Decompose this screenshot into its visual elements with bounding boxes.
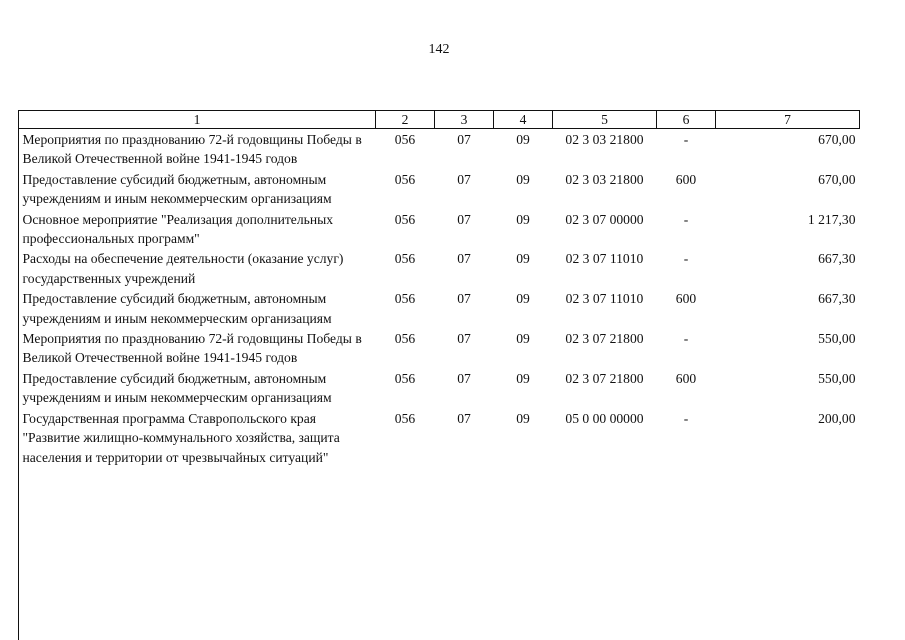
header-col-3: 3 xyxy=(435,111,494,129)
row-subsection: 09 xyxy=(516,251,530,267)
row-section: 07 xyxy=(457,370,471,386)
row-subsection: 09 xyxy=(516,171,530,187)
header-col-1: 1 xyxy=(19,111,376,129)
table-row xyxy=(19,368,860,408)
table-body xyxy=(19,129,860,467)
row-subsection: 09 xyxy=(516,410,530,426)
table-row xyxy=(19,248,860,288)
row-target-article: 02 3 03 21800 xyxy=(565,132,644,147)
row-name: Мероприятия по празднованию 72-й годовщины Победы в Великой Отечественной войне 1941-1945 годов xyxy=(22,331,362,366)
row-expense-type: - xyxy=(683,331,689,347)
table-row xyxy=(19,169,860,209)
row-amount: 670,00 xyxy=(818,171,856,187)
row-ministry-code: 056 xyxy=(394,171,416,187)
row-subsection: 09 xyxy=(516,370,530,386)
row-ministry-code: 056 xyxy=(394,211,416,227)
page-number: 142 xyxy=(428,42,450,57)
row-ministry-code: 056 xyxy=(394,132,416,147)
row-target-article: 02 3 07 11010 xyxy=(565,251,644,267)
row-amount: 667,30 xyxy=(818,251,856,267)
row-expense-type: 600 xyxy=(675,171,697,187)
row-expense-type: - xyxy=(683,132,689,147)
row-subsection: 09 xyxy=(516,211,530,227)
row-target-article: 02 3 07 00000 xyxy=(565,211,644,227)
row-section: 07 xyxy=(457,171,471,187)
row-section: 07 xyxy=(457,211,471,227)
table-row xyxy=(19,129,860,169)
row-expense-type: - xyxy=(683,211,689,227)
row-expense-type: - xyxy=(683,410,689,426)
row-section: 07 xyxy=(457,410,471,426)
row-target-article: 05 0 00 00000 xyxy=(565,410,644,426)
row-section: 07 xyxy=(457,331,471,347)
header-col-7: 7 xyxy=(716,111,860,129)
row-amount: 667,30 xyxy=(818,291,856,307)
row-amount: 550,00 xyxy=(818,331,856,347)
row-target-article: 02 3 07 21800 xyxy=(565,331,644,347)
row-amount: 200,00 xyxy=(818,410,856,426)
table-row xyxy=(19,209,860,249)
row-amount: 1 217,30 xyxy=(807,211,856,227)
row-ministry-code: 056 xyxy=(394,251,416,267)
row-subsection: 09 xyxy=(516,132,530,147)
row-ministry-code: 056 xyxy=(394,331,416,347)
row-subsection: 09 xyxy=(516,331,530,347)
header-row xyxy=(19,111,860,129)
row-target-article: 02 3 07 11010 xyxy=(565,291,644,307)
row-amount: 550,00 xyxy=(818,370,856,386)
row-name: Предоставление субсидий бюджетным, автономным учреждениям и иным некоммерческим организациям xyxy=(22,291,332,326)
row-expense-type: 600 xyxy=(675,291,697,307)
table-row xyxy=(19,408,860,467)
row-expense-type: 600 xyxy=(675,370,697,386)
row-target-article: 02 3 07 21800 xyxy=(565,370,644,386)
row-section: 07 xyxy=(457,291,471,307)
row-ministry-code: 056 xyxy=(394,291,416,307)
row-ministry-code: 056 xyxy=(394,370,416,386)
row-name: Мероприятия по празднованию 72-й годовщины Победы в Великой Отечественной войне 1941-1945 годов xyxy=(22,132,362,167)
header-col-2: 2 xyxy=(376,111,435,129)
table-header xyxy=(19,111,860,129)
header-col-5: 5 xyxy=(553,111,657,129)
table-row xyxy=(19,288,860,328)
row-name: Основное мероприятие "Реализация дополнительных профессиональных программ" xyxy=(22,211,334,247)
row-name: Предоставление субсидий бюджетным, автономным учреждениям и иным некоммерческим организациям xyxy=(22,171,332,207)
row-section: 07 xyxy=(457,132,471,147)
row-section: 07 xyxy=(457,251,471,267)
budget-table xyxy=(18,110,860,467)
row-ministry-code: 056 xyxy=(394,410,416,426)
row-amount: 670,00 xyxy=(818,132,856,147)
row-expense-type: - xyxy=(683,251,689,267)
row-name: Предоставление субсидий бюджетным, автономным учреждениям и иным некоммерческим организациям xyxy=(22,370,332,406)
row-name: Расходы на обеспечение деятельности (оказание услуг) государственных учреждений xyxy=(22,251,344,286)
budget-table-container xyxy=(18,110,859,467)
row-target-article: 02 3 03 21800 xyxy=(565,171,644,187)
row-name: Государственная программа Ставропольского края "Развитие жилищно-коммунального хозяйства, защита населения и территории от чрезвычайных ситуаций" xyxy=(22,410,340,465)
header-col-6: 6 xyxy=(657,111,716,129)
header-col-4: 4 xyxy=(494,111,553,129)
row-subsection: 09 xyxy=(516,291,530,307)
table-row xyxy=(19,328,860,368)
